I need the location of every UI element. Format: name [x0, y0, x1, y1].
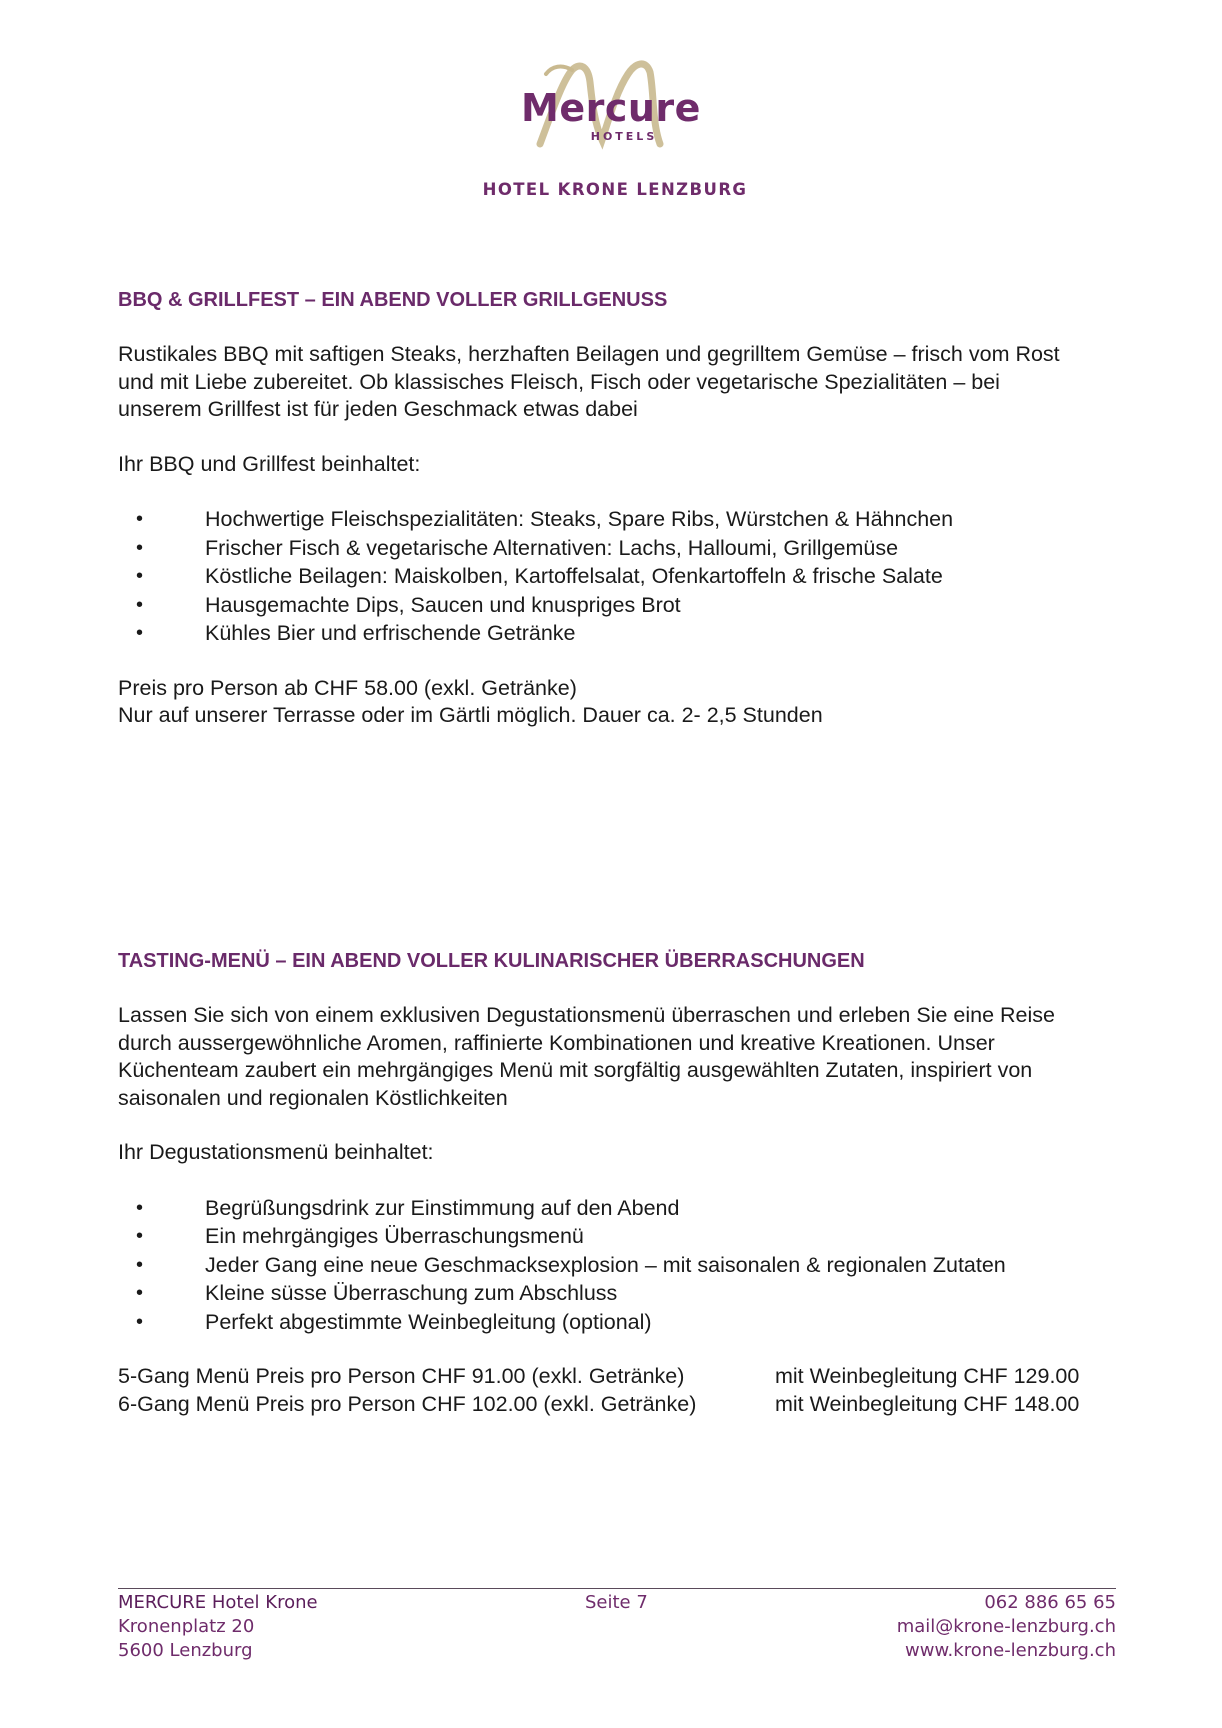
list-item: • Hausgemachte Dips, Saucen und knuspriges Brot	[118, 591, 1118, 620]
footer-phone: 062 886 65 65	[984, 1592, 1116, 1613]
price-row	[118, 1363, 1118, 1391]
tasting-intro-line: saisonalen und regionalen Köstlichkeiten	[118, 1085, 508, 1110]
bbq-item-list	[118, 505, 1118, 648]
wine-price: mit Weinbegleitung CHF 148.00	[775, 1391, 1080, 1416]
price-row	[118, 1391, 1118, 1419]
bbq-title: BBQ & GRILLFEST – EIN ABEND VOLLER GRILLGENUSS	[118, 289, 668, 311]
hotel-name: HOTEL KRONE LENZBURG	[482, 180, 748, 199]
menu-price: 6-Gang Menü Preis pro Person CHF 102.00 (exkl. Getränke)	[118, 1391, 697, 1416]
list-item: • Begrüßungsdrink zur Einstimmung auf den Abend	[118, 1194, 1118, 1223]
list-item: • Kühles Bier und erfrischende Getränke	[118, 619, 1118, 648]
footer-city: 5600 Lenzburg	[118, 1640, 253, 1661]
bbq-intro-line: Rustikales BBQ mit saftigen Steaks, herzhaften Beilagen und gegrilltem Gemüse – frisch vom Rost	[118, 342, 1060, 366]
tasting-section	[118, 947, 1118, 1418]
tasting-intro-line: Küchenteam zaubert ein mehrgängiges Menü mit sorgfältig ausgewählten Zutaten, inspiriert von	[118, 1058, 1033, 1082]
list-item: • Frischer Fisch & vegetarische Alternativen: Lachs, Halloumi, Grillgemüse	[118, 534, 1118, 563]
tasting-includes-label: Ihr Degustationsmenü beinhaltet:	[118, 1140, 434, 1164]
hotel-logo	[0, 52, 1222, 212]
menu-price: 5-Gang Menü Preis pro Person CHF 91.00 (exkl. Getränke)	[118, 1364, 685, 1389]
footer-hotel-name: MERCURE Hotel Krone	[118, 1592, 318, 1613]
list-item: • Hochwertige Fleischspezialitäten: Steaks, Spare Ribs, Würstchen & Hähnchen	[118, 505, 1118, 534]
footer-email-link[interactable]: mail@krone-lenzburg.ch	[896, 1616, 1116, 1637]
footer-website-link[interactable]: www.krone-lenzburg.ch	[905, 1640, 1116, 1661]
list-item: • Köstliche Beilagen: Maiskolben, Kartoffelsalat, Ofenkartoffeln & frische Salate	[118, 562, 1118, 591]
tasting-intro-line: durch aussergewöhnliche Aromen, raffinierte Kombinationen und kreative Kreationen. Unser	[118, 1030, 995, 1055]
wine-price: mit Weinbegleitung CHF 129.00	[775, 1364, 1080, 1389]
footer-contact	[897, 1591, 1116, 1663]
bbq-intro-line: unserem Grillfest ist für jeden Geschmack etwas dabei	[118, 397, 638, 421]
list-item: • Perfekt abgestimmte Weinbegleitung (optional)	[118, 1308, 1118, 1337]
footer-address	[118, 1591, 318, 1663]
bbq-price: Preis pro Person ab CHF 58.00 (exkl. Getränke)	[118, 675, 577, 700]
brand-subtitle: HOTELS	[590, 130, 658, 143]
brand-wordmark: Mercure	[521, 86, 701, 130]
tasting-title: TASTING-MENÜ – EIN ABEND VOLLER KULINARISCHER ÜBERRASCHUNGEN	[118, 950, 865, 972]
page-footer	[118, 1588, 1116, 1667]
tasting-intro-line: Lassen Sie sich von einem exklusiven Degustationsmenü überraschen und erleben Sie eine Reise	[118, 1003, 1056, 1027]
list-item: • Ein mehrgängiges Überraschungsmenü	[118, 1222, 1118, 1251]
tasting-item-list	[118, 1194, 1118, 1337]
bbq-section	[118, 286, 1118, 730]
bbq-intro-line: und mit Liebe zubereitet. Ob klassisches Fleisch, Fisch oder vegetarische Spezialitäten – bei	[118, 369, 1000, 394]
list-item: • Jeder Gang eine neue Geschmacksexplosion – mit saisonalen & regionalen Zutaten	[118, 1251, 1118, 1280]
page-number: Seite 7	[585, 1592, 648, 1613]
bbq-note: Nur auf unserer Terrasse oder im Gärtli möglich. Dauer ca. 2- 2,5 Stunden	[118, 703, 823, 728]
list-item: • Kleine süsse Überraschung zum Abschluss	[118, 1279, 1118, 1308]
bbq-includes-label: Ihr BBQ und Grillfest beinhaltet:	[118, 451, 421, 476]
footer-street: Kronenplatz 20	[118, 1616, 255, 1637]
